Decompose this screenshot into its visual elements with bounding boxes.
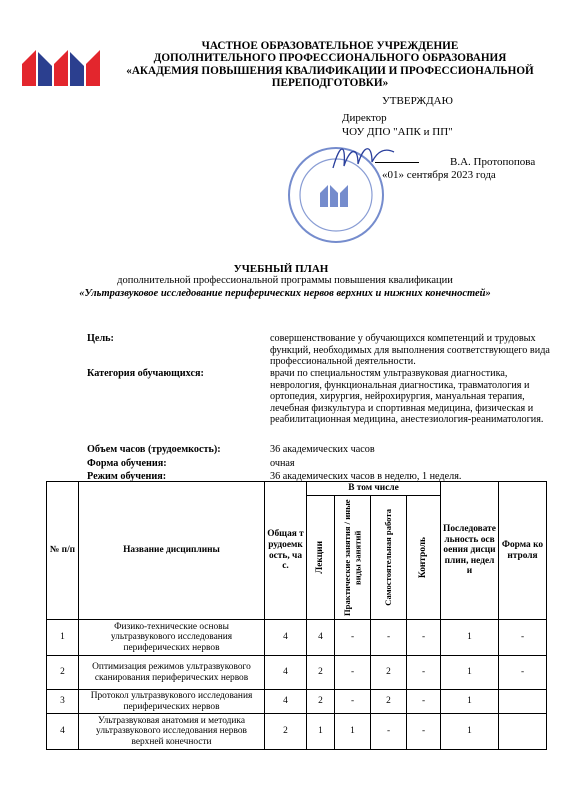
- table-row: [47, 690, 547, 714]
- category-value: врачи по специальностям ультразвуковая диагностика, неврология, функциональная диагностика, травматология и ортопедия, хирургия, нейрохирургия, мануальная терапия, лечебная физкультура и спортивная медицина, физическая и реабилитационная медицина, анестезиология-реаниматология.: [270, 368, 544, 426]
- approval-date: «01» сентября 2023 года: [382, 169, 496, 181]
- mode-label: Режим обучения:: [87, 471, 167, 482]
- organization-header: [120, 40, 540, 90]
- cell-sequence: 1: [441, 690, 499, 714]
- cell-num: 3: [47, 690, 79, 714]
- header-sequence: Последовательность освоения дисциплин, недели: [441, 482, 499, 620]
- cell-total: 4: [265, 656, 307, 690]
- program-name: «Ультразвуковое исследование периферических нервов верхних и нижних конечностей»: [79, 287, 491, 299]
- cell-name: Ультразвуковая анатомия и методика ультразвукового исследования нервов верхней конечности: [79, 714, 265, 750]
- org-line: ЧАСТНОЕ ОБРАЗОВАТЕЛЬНОЕ УЧРЕЖДЕНИЕ: [201, 40, 459, 52]
- cell-practice: -: [335, 620, 371, 656]
- table-row: [47, 656, 547, 690]
- cell-form: -: [499, 620, 547, 656]
- cell-lectures: 1: [307, 714, 335, 750]
- header-lectures-cell: [307, 496, 335, 620]
- mode-value: 36 академических часов в неделю, 1 неделя.: [270, 471, 462, 482]
- cell-sequence: 1: [441, 620, 499, 656]
- cell-practice: -: [335, 656, 371, 690]
- academy-logo: [22, 42, 110, 90]
- goal-value: совершенствование у обучающихся компетенций и трудовых функций, необходимых для выполнения соответствующего вида профессиональной деятельности.: [270, 333, 550, 368]
- approve-label: УТВЕРЖДАЮ: [382, 95, 453, 107]
- cell-form: [499, 690, 547, 714]
- hours-label: Объем часов (трудоемкость):: [87, 444, 221, 455]
- cell-name: Оптимизация режимов ультразвукового сканирования периферических нервов: [79, 656, 265, 690]
- cell-practice: -: [335, 690, 371, 714]
- org-line: ПЕРЕПОДГОТОВКИ»: [271, 77, 389, 90]
- cell-lectures: 2: [307, 656, 335, 690]
- hours-value: 36 академических часов: [270, 444, 375, 455]
- cell-selfwork: 2: [371, 690, 407, 714]
- header-selfwork: Самостоятельная работа: [383, 509, 394, 606]
- header-lectures: Лекции: [315, 541, 326, 574]
- document-subtitle: [60, 275, 510, 300]
- cell-total: 2: [265, 714, 307, 750]
- cell-form: [499, 714, 547, 750]
- cell-num: 4: [47, 714, 79, 750]
- cell-total: 4: [265, 690, 307, 714]
- approver-name: В.А. Протопопова: [450, 156, 536, 168]
- cell-control: -: [407, 714, 441, 750]
- form-value: очная: [270, 458, 295, 469]
- header-control: Контроль: [418, 536, 429, 579]
- header-total: Общая трудоемкость, час.: [265, 482, 307, 620]
- cell-form: -: [499, 656, 547, 690]
- approver-position: Директор: [342, 112, 387, 124]
- cell-practice: 1: [335, 714, 371, 750]
- cell-sequence: 1: [441, 656, 499, 690]
- cell-lectures: 2: [307, 690, 335, 714]
- cell-num: 2: [47, 656, 79, 690]
- category-label: Категория обучающихся:: [87, 368, 204, 379]
- header-practice: Практические занятия / иные виды занятий: [341, 499, 363, 616]
- header-selfwork-cell: [371, 496, 407, 620]
- goal-label: Цель:: [87, 333, 114, 344]
- signature-line: [375, 162, 419, 163]
- org-line: ДОПОЛНИТЕЛЬНОГО ПРОФЕССИОНАЛЬНОГО ОБРАЗОВАНИЯ: [153, 52, 507, 65]
- approver-organization: ЧОУ ДПО "АПК и ПП": [342, 126, 453, 138]
- cell-selfwork: -: [371, 714, 407, 750]
- table-row: [47, 714, 547, 750]
- form-label: Форма обучения:: [87, 458, 167, 469]
- cell-control: -: [407, 656, 441, 690]
- cell-selfwork: 2: [371, 656, 407, 690]
- header-practice-cell: [335, 496, 371, 620]
- header-name: Название дисциплины: [79, 482, 265, 620]
- header-num: № п/п: [47, 482, 79, 620]
- cell-num: 1: [47, 620, 79, 656]
- cell-control: -: [407, 620, 441, 656]
- table-row: [47, 620, 547, 656]
- header-control-form: Форма контроля: [499, 482, 547, 620]
- cell-name: Физико-технические основы ультразвукового исследования периферических нервов: [79, 620, 265, 656]
- cell-lectures: 4: [307, 620, 335, 656]
- header-control-cell: [407, 496, 441, 620]
- cell-total: 4: [265, 620, 307, 656]
- cell-name: Протокол ультразвукового исследования периферических нервов: [79, 690, 265, 714]
- curriculum-table: [46, 481, 547, 750]
- org-line: «АКАДЕМИЯ ПОВЫШЕНИЯ КВАЛИФИКАЦИИ И ПРОФЕССИОНАЛЬНОЙ: [126, 64, 534, 77]
- cell-sequence: 1: [441, 714, 499, 750]
- cell-control: -: [407, 690, 441, 714]
- document-title: УЧЕБНЫЙ ПЛАН: [233, 263, 329, 275]
- cell-selfwork: -: [371, 620, 407, 656]
- subtitle-text: дополнительной профессиональной программы повышения квалификации: [117, 275, 453, 286]
- header-including: В том числе: [307, 482, 441, 496]
